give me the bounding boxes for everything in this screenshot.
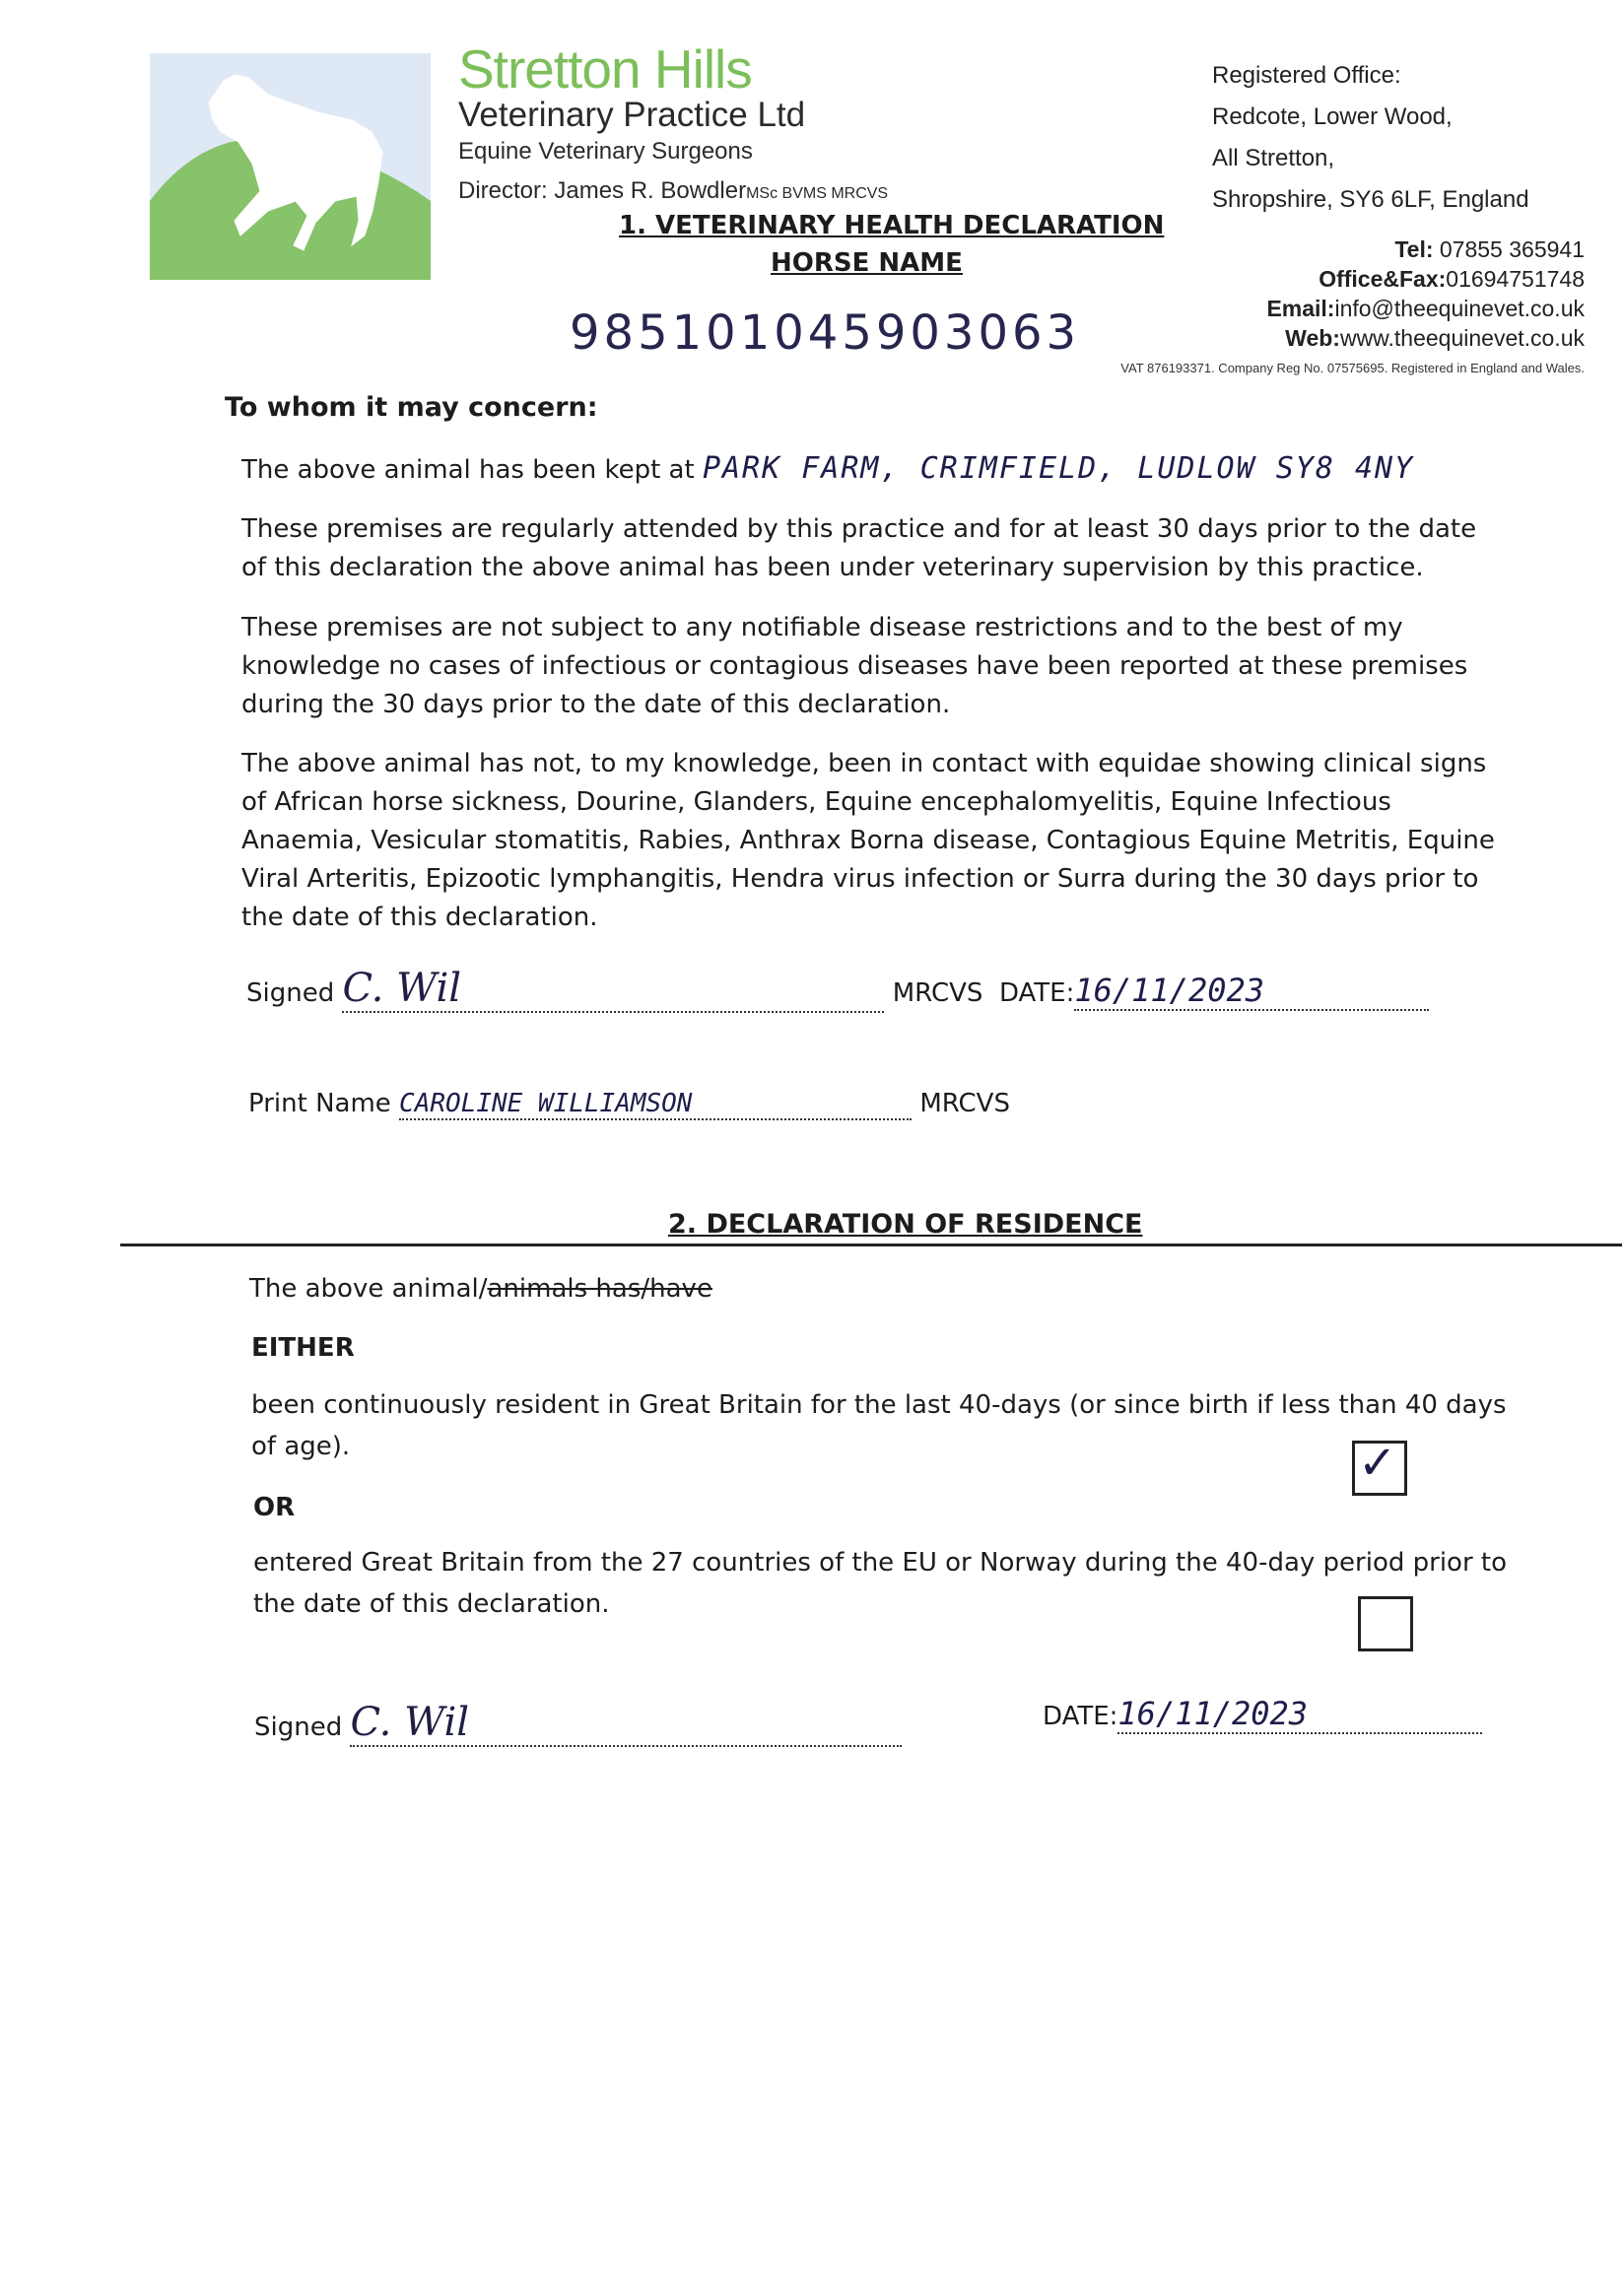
horse-id-handwritten: 985101045903063: [570, 305, 1081, 361]
vat-line: VAT 876193371. Company Reg No. 07575695. Registered in England and Wales.: [1120, 361, 1585, 375]
print-name-label: Print Name: [248, 1089, 391, 1118]
web-label: Web:: [1285, 325, 1340, 351]
fax-label: Office&Fax:: [1319, 266, 1447, 292]
signed-label: Signed: [246, 978, 335, 1008]
print-mrcvs-label: MRCVS: [919, 1089, 1010, 1118]
horse-logo-icon: [150, 53, 431, 280]
director-name: Director: James R. Bowdler: [458, 177, 747, 204]
section-divider: [120, 1244, 1622, 1246]
tel-value: 07855 365941: [1439, 236, 1585, 262]
option1-text: been continuously resident in Great Britain for the last 40-days (or since birth if less than 40 days of age).: [251, 1390, 1507, 1461]
email-label: Email:: [1266, 296, 1335, 321]
fax-line: [1266, 264, 1585, 294]
office-line: Shropshire, SY6 6LF, England: [1212, 186, 1529, 213]
checkmark-icon: ✓: [1361, 1430, 1393, 1492]
kept-at-line: [241, 451, 1414, 486]
section2-heading: 2. DECLARATION OF RESIDENCE: [668, 1209, 1143, 1240]
signature-field: [342, 966, 884, 1013]
signed-label-2: Signed: [254, 1713, 343, 1742]
email-value: info@theequinevet.co.uk: [1334, 296, 1585, 321]
date-label-2: DATE:: [1043, 1702, 1118, 1731]
date-handwritten: 16/11/2023: [1074, 972, 1264, 1009]
to-whom-heading: To whom it may concern:: [225, 392, 598, 423]
contact-paragraph: The above animal has not, to my knowledge, been in contact with equidae showing clinical signs of African horse sickness, Dourine, Glanders, Equine encephalomyelitis, Equine Infectious Anaemia, Vesicular stomatitis, Rabies, Anthrax Borna disease, Contagious Equine Metritis, Equine Viral Arteritis, Epizootic lymphangitis, Hendra virus infection or Surra during the 30 days prior to the date of this declaration.: [241, 749, 1495, 932]
option1-checkbox[interactable]: [1352, 1430, 1407, 1496]
director-quals: MSc BVMS MRCVS: [746, 185, 889, 202]
email-line: [1266, 294, 1585, 323]
signature-2: C. Wil: [350, 1700, 470, 1745]
intro-prefix: The above animal/: [249, 1274, 488, 1304]
fax-value: 01694751748: [1446, 266, 1585, 292]
signature-row-2: [254, 1700, 902, 1747]
director-line: [458, 177, 888, 205]
brand-subtitle: Veterinary Practice Ltd: [458, 96, 806, 134]
signature-field-2: [350, 1700, 902, 1747]
contact-block: [1266, 235, 1585, 353]
residence-intro: [249, 1274, 712, 1304]
office-line: Redcote, Lower Wood,: [1212, 103, 1453, 130]
kept-at-label: The above animal has been kept at: [241, 455, 695, 485]
print-name-handwritten: CAROLINE WILLIAMSON: [399, 1089, 693, 1118]
date-field-2: [1117, 1695, 1482, 1734]
web-value: www.theequinevet.co.uk: [1339, 325, 1585, 351]
web-line: [1266, 323, 1585, 353]
date-field: [1074, 972, 1429, 1011]
supervision-paragraph: These premises are regularly attended by this practice and for at least 30 days prior to the date of this declaration the above animal has been under veterinary supervision by this practice.: [241, 514, 1477, 582]
print-name-field: [399, 1089, 912, 1120]
brand-name: Stretton Hills: [458, 38, 752, 100]
intro-struck: animals has/have: [487, 1274, 712, 1304]
tel-line: [1266, 235, 1585, 264]
signature: C. Wil: [342, 966, 462, 1011]
kept-at-address: PARK FARM, CRIMFIELD, LUDLOW SY8 4NY: [702, 451, 1415, 486]
date-row-2: [1043, 1695, 1482, 1734]
office-line: All Stretton,: [1212, 145, 1335, 171]
tel-label: Tel:: [1394, 236, 1434, 262]
date-label: DATE:: [998, 978, 1075, 1008]
mrcvs-label: MRCVS: [892, 978, 983, 1008]
date-handwritten-2: 16/11/2023: [1117, 1695, 1309, 1732]
print-name-row: [248, 1089, 1010, 1120]
practice-logo: [150, 53, 431, 280]
office-line: Registered Office:: [1212, 62, 1401, 89]
or-label: OR: [253, 1493, 296, 1522]
registered-office: [1212, 55, 1529, 221]
either-label: EITHER: [251, 1333, 355, 1363]
brand-tagline: Equine Veterinary Surgeons: [458, 138, 753, 165]
option2-checkbox[interactable]: [1358, 1596, 1413, 1651]
horse-name-label: HORSE NAME: [771, 248, 963, 278]
option2-text: entered Great Britain from the 27 countries of the EU or Norway during the 40-day period prior to the date of this declaration.: [253, 1548, 1508, 1619]
section1-heading: 1. VETERINARY HEALTH DECLARATION: [619, 211, 1165, 240]
signature-row-1: [246, 966, 1429, 1013]
restrictions-paragraph: These premises are not subject to any notifiable disease restrictions and to the best of my knowledge no cases of infectious or contagious diseases have been reported at these premises during the 30 days prior to the date of this declaration.: [241, 613, 1468, 719]
